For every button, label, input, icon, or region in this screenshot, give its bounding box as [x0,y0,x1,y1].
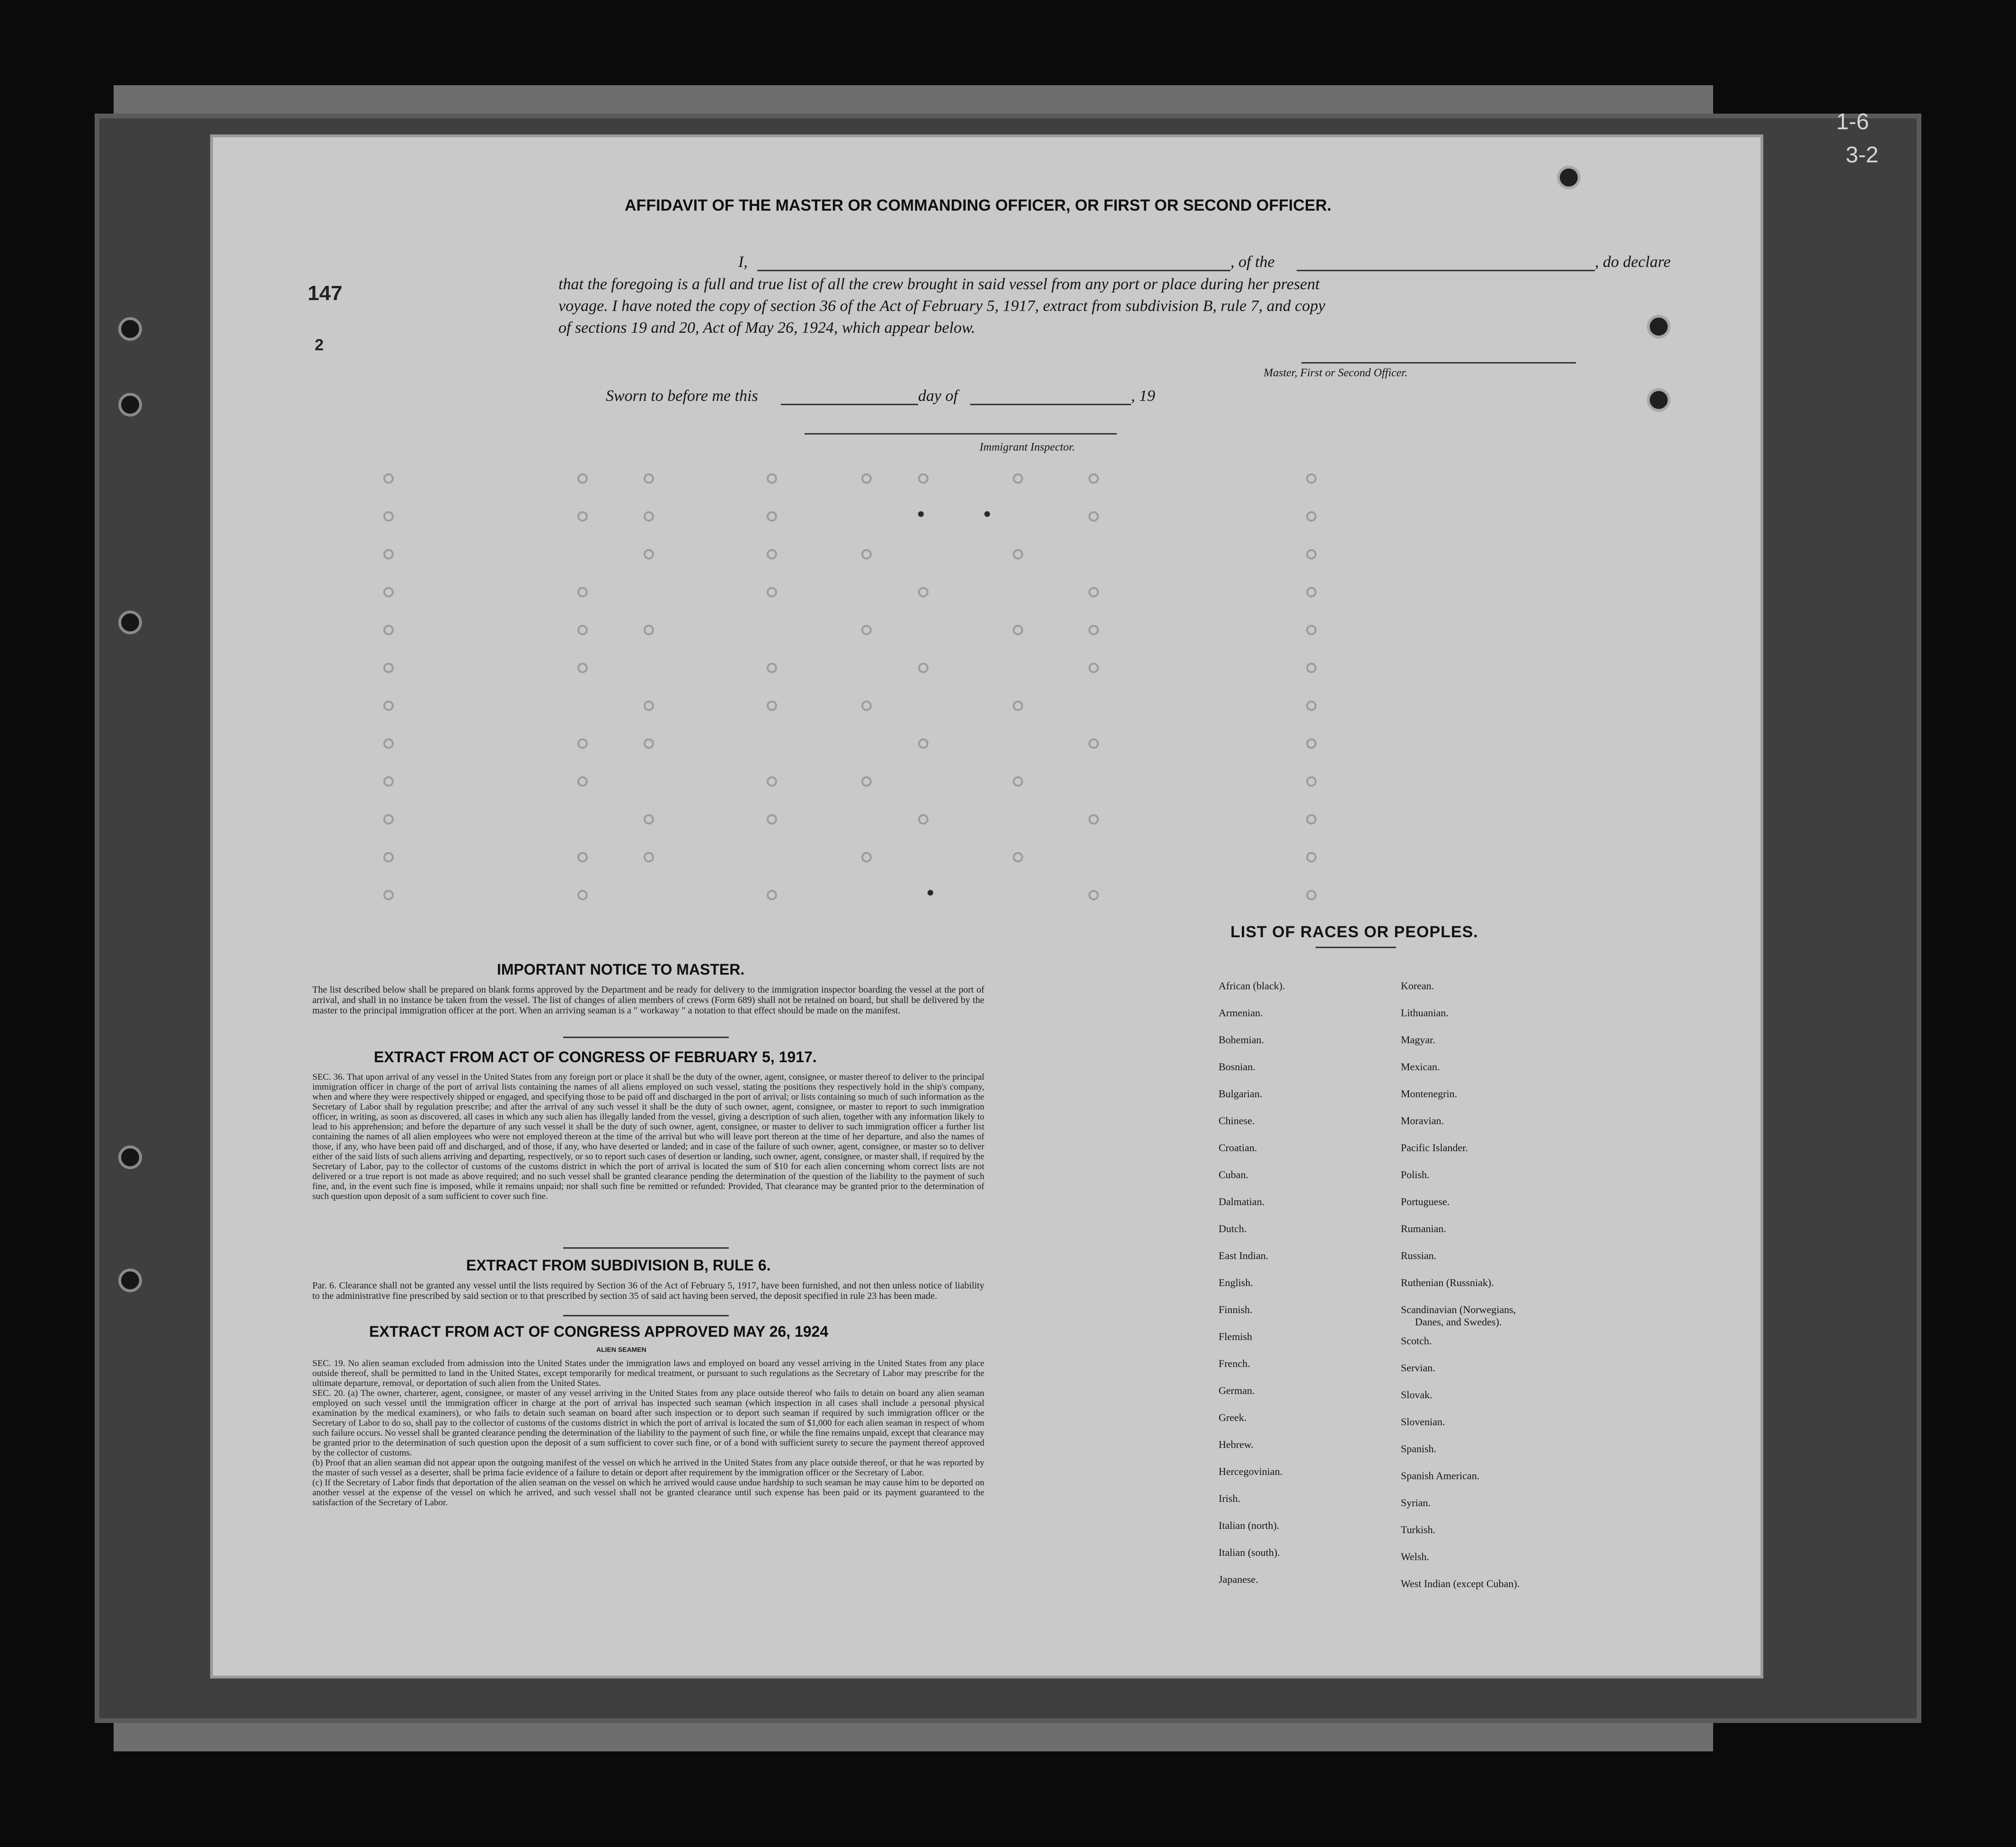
notice-title: IMPORTANT NOTICE TO MASTER. [497,961,745,978]
race-item: African (black). [1219,980,1285,992]
race-item: Flemish [1219,1331,1252,1342]
sec-20c: (c) If the Secretary of Labor finds that deportation of the alien seaman on the vessel on which he arrived would cause undue hardship to such seaman he may cause him to be deported on another vessel at the expense of the vessel on which he arrived, and such vessel shall not be granted clearance until such expense has been paid or its payment guaranteed to the satisfaction of the Secretary of Labor. [312,1478,984,1508]
race-item: Spanish. [1401,1443,1437,1455]
extract-1917-title: EXTRACT FROM ACT OF CONGRESS OF FEBRUARY 5, 1917. [374,1048,817,1066]
race-item: Japanese. [1219,1573,1258,1585]
declare-end: , do declare [1595,253,1671,271]
ghost-row [379,473,1751,492]
extract-rule6-title: EXTRACT FROM SUBDIVISION B, RULE 6. [466,1257,771,1274]
race-item: Montenegrin. [1401,1088,1458,1100]
binder-hole [118,393,142,417]
race-item: Hercegovinian. [1219,1465,1282,1477]
affidavit-title: AFFIDAVIT OF THE MASTER OR COMMANDING OFFICER, OR FIRST OR SECOND OFFICER. [625,196,1332,214]
race-item: Turkish. [1401,1524,1436,1536]
race-item: West Indian (except Cuban). [1401,1578,1520,1589]
corner-note-2: 3-2 [1846,142,1879,168]
manifest-page [213,137,1760,1676]
ghost-row [379,852,1751,871]
ghost-row [379,663,1751,682]
race-item: Hebrew. [1219,1439,1254,1450]
sec-20a: SEC. 20. (a) The owner, charterer, agent, consignee, or master of any vessel arriving in the United States from any place outside thereof who fails to detain on board any alien seaman employed on such vessel until the immigration officer in charge at the port of arrival has inspected such seaman (which inspection in all cases shall include a personal physical examination by the medical examiners), or who fails to detain such seaman on board after such inspection or to deport such seaman if required by such immigration officer or the Secretary of Labor to do so, shall pay to the collector of customs of the customs district in which the port of arrival is located the sum of $1,000 for each alien seaman in respect of whom such failure occurs. No vessel shall be granted clearance pending the determination of the liability to the payment of such fine, or while the fine remains unpaid, except that clearance may be granted prior to the determination of such question upon the deposit of a sum sufficient to cover such fine, or of a bond with sufficient surety to secure the payment thereof approved by the collector of customs. [312,1388,984,1458]
divider [563,1315,729,1316]
divider [563,1037,729,1038]
ghost-row [379,814,1751,833]
ghost-row [379,738,1751,757]
race-item: Croatian. [1219,1142,1257,1154]
race-item: French. [1219,1358,1250,1369]
race-item: Rumanian. [1401,1223,1446,1234]
extract-1924-body [312,1359,984,1508]
race-item: Slovak. [1401,1389,1432,1401]
race-item: Finnish. [1219,1304,1253,1315]
race-item: Servian. [1401,1362,1435,1374]
handwritten-number-small: 2 [315,336,324,354]
binder-hole [118,317,142,341]
race-item: Pacific Islander. [1401,1142,1468,1154]
race-item: Dalmatian. [1219,1196,1265,1208]
race-item: East Indian. [1219,1250,1269,1261]
corner-note: 1-6 [1836,109,1869,134]
ghost-row [379,890,1751,909]
race-item: Greek. [1219,1412,1247,1423]
race-item-continued: Danes, and Swedes). [1415,1316,1502,1328]
race-item: Mexican. [1401,1061,1440,1073]
sec-20b: (b) Proof that an alien seaman did not appear upon the outgoing manifest of the vessel on which he arrived in the United States from any place outside thereof, or that he was reported by the master of such vessel as a deserter, shall be prima facie evidence of a failure to detain or deport after requirement by the immigration officer or the Secretary of Labor. [312,1458,984,1478]
extract-1924-subtitle: ALIEN SEAMEN [596,1346,646,1353]
races-title: LIST OF RACES OR PEOPLES. [1230,923,1478,941]
sec-19: SEC. 19. No alien seaman excluded from admission into the United States under the immigration laws and employed on board any vessel arriving in the United States from any place outside thereof, shall be permitted to land in the United States, except temporarily for medical treatment, or pursuant to such regulations as the Secretary of Labor may prescribe for the ultimate departure, removal, or deportation of such alien from the United States. [312,1359,984,1388]
inspector-signature-field[interactable] [805,433,1117,435]
sworn-before: Sworn to before me this [606,387,758,405]
race-item: Welsh. [1401,1551,1429,1563]
signature-label: Master, First or Second Officer. [1264,367,1407,379]
inspector-label: Immigrant Inspector. [980,441,1075,453]
sworn-month-field[interactable] [970,404,1131,405]
race-item: Cuban. [1219,1169,1248,1181]
extract-rule6-body: Par. 6. Clearance shall not be granted any vessel until the lists required by Section 36 of the Act of February 5, 1917, have been furnished, and not then unless notice of liability to the administrative fine prescribed by said section or to that prescribed by section 35 of said act having been served, the deposit specified in rule 23 has been made. [312,1280,984,1301]
master-signature-field[interactable] [1301,362,1576,364]
handwritten-number: 147 [308,282,343,305]
race-item: Armenian. [1219,1007,1263,1019]
race-item: Ruthenian (Russniak). [1401,1277,1494,1288]
race-item: Dutch. [1219,1223,1247,1234]
race-item: Bosnian. [1219,1061,1256,1073]
divider [1316,947,1396,948]
sworn-day-field[interactable] [781,404,918,405]
binder-hole [1647,315,1671,338]
ghost-row [379,625,1751,644]
binder-hole [118,1269,142,1292]
binder-hole [118,1145,142,1169]
divider [563,1247,729,1249]
race-item: Scotch. [1401,1335,1432,1347]
binder-hole [1557,166,1581,189]
extract-1924-title: EXTRACT FROM ACT OF CONGRESS APPROVED MAY 26, 1924 [369,1323,829,1340]
notice-body: The list described below shall be prepared on blank forms approved by the Department and be ready for delivery to the immigration inspector boarding the vessel at the port of arrival, and shall in no instance be taken from the vessel. The list of changes of alien members of crews (Form 689) shall not be retained on board, but shall be delivered by the master to the principal immigration officer at the port. When an arriving seaman is a " workaway " a notation to that effect should be made on the manifest. [312,985,984,1016]
race-item: Magyar. [1401,1034,1435,1046]
race-item: Chinese. [1219,1115,1255,1127]
binder-hole [118,611,142,634]
ghost-row [379,511,1751,530]
race-item: Korean. [1401,980,1434,992]
declare-of-the: , of the [1230,253,1275,271]
race-item: Slovenian. [1401,1416,1445,1428]
race-item: Irish. [1219,1492,1240,1504]
sworn-year: , 19 [1131,387,1155,405]
race-item: Italian (north). [1219,1519,1280,1531]
race-item: Italian (south). [1219,1546,1280,1558]
master-name-field[interactable] [757,270,1230,271]
race-item: Syrian. [1401,1497,1431,1509]
race-item: Bulgarian. [1219,1088,1263,1100]
race-item: Lithuanian. [1401,1007,1449,1019]
declare-i: I, [738,253,748,271]
affidavit-line-4: of sections 19 and 20, Act of May 26, 1924, which appear below. [558,319,975,337]
ghost-row [379,587,1751,606]
affidavit-line-2: that the foregoing is a full and true list of all the crew brought in said vessel from any port or place during her present [558,275,1320,293]
vessel-name-field[interactable] [1297,270,1595,271]
ghost-row [379,549,1751,568]
race-item: Bohemian. [1219,1034,1264,1046]
day-of: day of [918,387,958,405]
affidavit-line-3: voyage. I have noted the copy of section 36 of the Act of February 5, 1917, extract from subdivision B, rule 7, and copy [558,297,1326,315]
race-item: Polish. [1401,1169,1430,1181]
race-item: Portuguese. [1401,1196,1450,1208]
race-item: Moravian. [1401,1115,1444,1127]
ghost-row [379,701,1751,719]
race-item: German. [1219,1385,1255,1396]
extract-1917-body: SEC. 36. That upon arrival of any vessel in the United States from any foreign port or place it shall be the duty of the owner, agent, consignee, or master thereof to deliver to the principal immigration officer in charge of the port of arrival lists containing the names of all aliens employed on such vessel, stating the positions they respectively hold in the ship's company, when and where they were respectively shipped or engaged, and specifying those to be paid off and discharged in the port of arrival; or lists containing so much of such information as the Secretary of Labor shall by regulation prescribe; and after the arrival of any such vessel it shall be the duty of such owner, agent, consignee, or master to report to such immigration officer, in writing, as soon as discovered, all cases in which any such alien has illegally landed from the vessel, giving a description of such alien, together with any information likely to lead to his apprehension; and before the departure of any such vessel it shall be the duty of such owner, agent, consignee, or master to deliver to such immigration officer a further list containing the names of all alien employees who were not employed thereon at the time of the arrival but who will leave port thereon at the time of her departure, and also the names of those, if any, who have been paid off and discharged, and of those, if any, who have deserted or landed; and in case of the failure of such owner, agent, consignee, or master so to deliver either of the said lists of such aliens arriving and departing, respectively, or so to report such cases of desertion or landing, such owner, agent, consignee, or master shall, if required by the Secretary of Labor, pay to the collector of customs of the customs district in which the port of arrival is located the sum of $10 for each alien concerning whom correct lists are not delivered or a true report is not made as above required; and no such vessel shall be granted clearance pending the determination of the question of the liability to the payment of such fine, and, in the event such fine is imposed, while it remains unpaid; nor shall such fine be remitted or refunded: Provided, That clearance may be granted prior to the determination of such question upon deposit of a sum sufficient to cover such fine. [312,1072,984,1201]
race-item: Scandinavian (Norwegians, [1401,1304,1516,1315]
race-item: Russian. [1401,1250,1437,1261]
race-item: English. [1219,1277,1253,1288]
race-item: Spanish American. [1401,1470,1480,1482]
binder-hole [1647,388,1671,412]
ghost-row [379,776,1751,795]
